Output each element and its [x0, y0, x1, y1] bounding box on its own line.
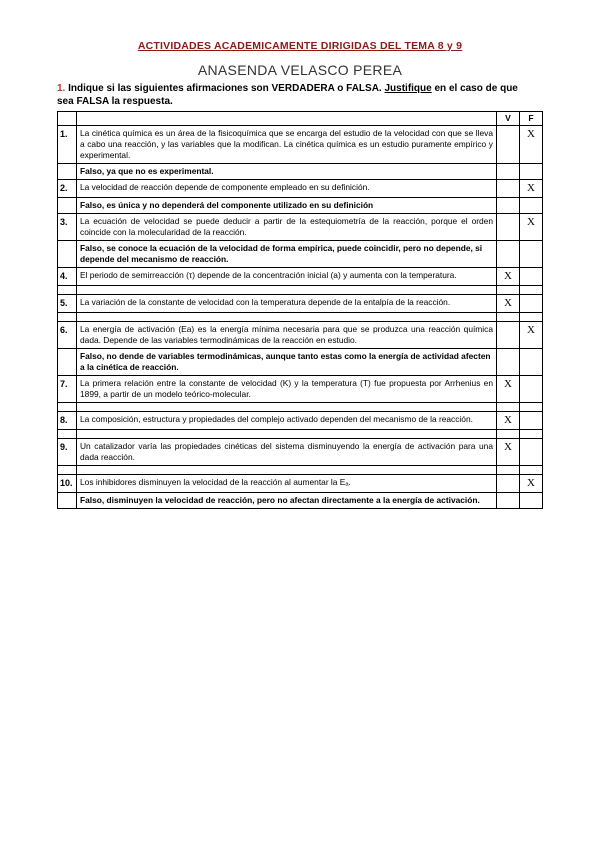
false-mark: X	[520, 322, 543, 349]
false-mark	[520, 268, 543, 286]
empty-cell	[497, 430, 520, 439]
table-header-row	[58, 112, 543, 126]
empty-cell	[497, 198, 520, 214]
statement-number: 10.	[58, 475, 77, 493]
false-mark: X	[520, 214, 543, 241]
justification-text: Falso, ya que no es experimental.	[77, 164, 497, 180]
empty-cell	[58, 313, 77, 322]
true-mark	[497, 214, 520, 241]
statement-number: 4.	[58, 268, 77, 286]
true-mark: X	[497, 268, 520, 286]
statement-row	[58, 376, 543, 403]
statement-text: La variación de la constante de velocidad con la temperatura depende de la entalpía de la reacción.	[77, 295, 497, 313]
empty-cell	[58, 430, 77, 439]
statement-number: 3.	[58, 214, 77, 241]
header-num-cell	[58, 112, 77, 126]
false-mark: X	[520, 180, 543, 198]
false-mark	[520, 439, 543, 466]
justification-text	[77, 466, 497, 475]
statement-number: 8.	[58, 412, 77, 430]
justification-text	[77, 403, 497, 412]
blank-row	[58, 313, 543, 322]
statement-text: La cinética química es un área de la fisicoquímica que se encarga del estudio de la velocidad con que se lleva a cabo una reacción, y las variables que la modifican. La cinética química es un estudio puramente empírico y experimental.	[77, 126, 497, 164]
statement-number: 7.	[58, 376, 77, 403]
author-name: ANASENDA VELASCO PEREA	[197, 62, 403, 78]
empty-cell	[58, 466, 77, 475]
statement-row	[58, 439, 543, 466]
empty-cell	[520, 286, 543, 295]
empty-cell	[58, 241, 77, 268]
instructions-text-2: en el caso de que sea FALSA la respuesta.	[57, 83, 518, 107]
question-number: 1.	[57, 83, 66, 94]
empty-cell	[520, 313, 543, 322]
instructions-justify: Justifique	[384, 83, 432, 94]
statement-number: 6.	[58, 322, 77, 349]
justification-text: Falso, disminuyen la velocidad de reacción, pero no afectan directamente a la energía de activación.	[77, 493, 497, 509]
statement-row	[58, 268, 543, 286]
true-mark	[497, 126, 520, 164]
empty-cell	[58, 493, 77, 509]
justification-text	[77, 430, 497, 439]
false-mark	[520, 376, 543, 403]
statement-text: La ecuación de velocidad se puede deducir a partir de la estequiometría de la reacción, porque el orden coincide con la molecularidad de la reacción.	[77, 214, 497, 241]
column-header-f: F	[520, 112, 543, 126]
statement-text: La energía de activación (Ea) es la energía mínima necesaria para que se produzca una reacción química dada. Depende de las variables termodinámicas de la reacción en estudio.	[77, 322, 497, 349]
empty-cell	[520, 466, 543, 475]
blank-row	[58, 403, 543, 412]
statement-number: 5.	[58, 295, 77, 313]
justification-text	[77, 313, 497, 322]
statement-number: 1.	[58, 126, 77, 164]
empty-cell	[520, 430, 543, 439]
justification-row	[58, 493, 543, 509]
empty-cell	[58, 198, 77, 214]
statement-row	[58, 180, 543, 198]
blank-row	[58, 466, 543, 475]
empty-cell	[520, 198, 543, 214]
statement-row	[58, 214, 543, 241]
empty-cell	[520, 493, 543, 509]
statement-number: 2.	[58, 180, 77, 198]
false-mark	[520, 412, 543, 430]
statement-row	[58, 322, 543, 349]
justification-text: Falso, es única y no dependerá del componente utilizado en su definición	[77, 198, 497, 214]
true-mark	[497, 475, 520, 493]
justification-row	[58, 198, 543, 214]
justification-text: Falso, se conoce la ecuación de la velocidad de forma empírica, puede coincidir, pero no depende, si depende del mecanismo de reacción.	[77, 241, 497, 268]
statement-text: La primera relación entre la constante de velocidad (K) y la temperatura (T) fue propuesta por Arrhenius en 1899, a partir de un modelo teórico-molecular.	[77, 376, 497, 403]
statement-text: Un catalizador varía las propiedades cinéticas del sistema disminuyendo la energía de activación para una dada reacción.	[77, 439, 497, 466]
true-mark: X	[497, 412, 520, 430]
justification-text: Falso, no dende de variables termodinámicas, aunque tanto estas como la energía de actividad afecten a la cinética de reacción.	[77, 349, 497, 376]
statement-number: 9.	[58, 439, 77, 466]
empty-cell	[497, 313, 520, 322]
justification-row	[58, 164, 543, 180]
statement-text: La composición, estructura y propiedades del complejo activado dependen del mecanismo de la reacción.	[77, 412, 497, 430]
empty-cell	[497, 286, 520, 295]
header-text-cell	[77, 112, 497, 126]
true-false-table	[57, 111, 543, 509]
empty-cell	[520, 164, 543, 180]
false-mark: X	[520, 126, 543, 164]
true-mark: X	[497, 295, 520, 313]
true-mark: X	[497, 439, 520, 466]
statement-row	[58, 295, 543, 313]
column-header-v: V	[497, 112, 520, 126]
statement-row	[58, 475, 543, 493]
empty-cell	[497, 466, 520, 475]
blank-row	[58, 286, 543, 295]
instructions-text-1: Indique si las siguientes afirmaciones son VERDADERA o FALSA.	[65, 83, 385, 94]
empty-cell	[497, 349, 520, 376]
empty-cell	[497, 493, 520, 509]
blank-row	[58, 430, 543, 439]
false-mark: X	[520, 475, 543, 493]
true-mark	[497, 322, 520, 349]
empty-cell	[520, 241, 543, 268]
empty-cell	[58, 164, 77, 180]
empty-cell	[58, 349, 77, 376]
instructions	[57, 82, 537, 108]
justification-row	[58, 349, 543, 376]
empty-cell	[58, 286, 77, 295]
justification-text	[77, 286, 497, 295]
empty-cell	[497, 403, 520, 412]
empty-cell	[497, 164, 520, 180]
empty-cell	[58, 403, 77, 412]
statement-text: El periodo de semirreacción (τ) depende de la concentración inicial (a) y aumenta con la temperatura.	[77, 268, 497, 286]
empty-cell	[520, 349, 543, 376]
statement-text: La velocidad de reacción depende de componente empleado en su definición.	[77, 180, 497, 198]
statement-row	[58, 412, 543, 430]
statement-text: Los inhibidores disminuyen la velocidad de la reacción al aumentar la Eₐ.	[77, 475, 497, 493]
empty-cell	[497, 241, 520, 268]
true-mark: X	[497, 376, 520, 403]
false-mark	[520, 295, 543, 313]
document-title: ACTIVIDADES ACADEMICAMENTE DIRIGIDAS DEL TEMA 8 y 9	[137, 40, 463, 52]
true-mark	[497, 180, 520, 198]
justification-row	[58, 241, 543, 268]
empty-cell	[520, 403, 543, 412]
statement-row	[58, 126, 543, 164]
